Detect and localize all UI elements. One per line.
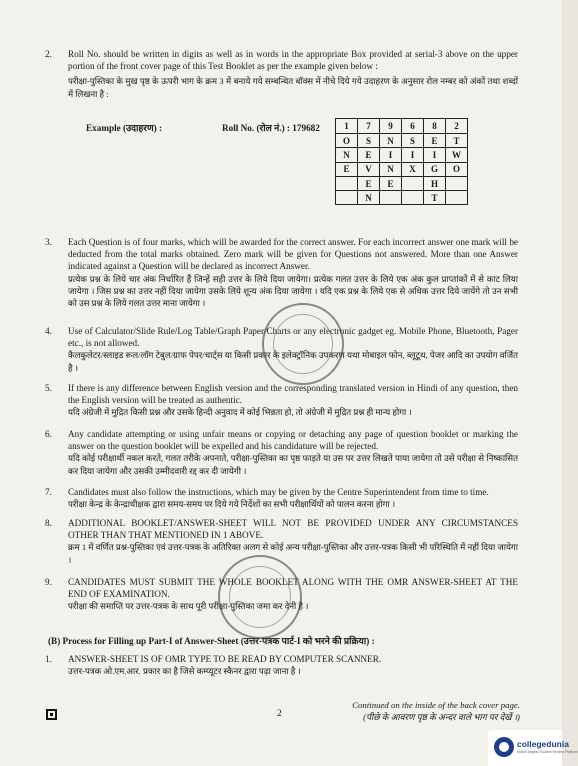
page-number: 2	[277, 709, 282, 719]
instruction-item-2	[45, 48, 518, 100]
section-b-item-1	[45, 653, 518, 678]
instruction-english: Candidates must also follow the instructions, which may be given by the Centre Superintendent from time to time.	[68, 487, 489, 497]
word-letter-cell: S	[402, 134, 424, 148]
word-letter-cell: T	[424, 191, 446, 205]
seal-stamp-icon	[262, 303, 344, 385]
collegedunia-watermark	[488, 730, 578, 766]
word-letter-cell: V	[358, 162, 380, 176]
seal-stamp-icon	[218, 555, 302, 639]
digit-cell: 8	[424, 119, 446, 134]
instruction-item-3	[45, 236, 518, 310]
instruction-hindi: क्रम 1 में वर्णित प्रश्न-पुस्तिका एवं उत्तर-पत्रक के अतिरिक्त अलग से कोई अन्य परीक्षा-पुस्तिका और उत्तर-पत्रक किसी भी परिस्थिति में नहीं दिया जायेगा ।	[68, 542, 518, 565]
instruction-item-6	[45, 428, 518, 477]
watermark-tagline: India's largest Student Review Platform	[517, 750, 578, 754]
digit-cell: 7	[358, 119, 380, 134]
word-letter-cell: N	[380, 134, 402, 148]
word-letter-cell: E	[336, 162, 358, 176]
instruction-item-5	[45, 382, 518, 419]
instruction-hindi: परीक्षा की समाप्ति पर उत्तर-पत्रक के साथ पूरी परीक्षा-पुस्तिका जमा कर देनी है ।	[68, 601, 309, 612]
word-letter-cell: T	[446, 134, 468, 148]
word-letter-cell	[402, 191, 424, 205]
digit-cell: 9	[380, 119, 402, 134]
roll-number-example: Roll No. (रोल नं.) : 179682	[222, 123, 320, 133]
instruction-hindi: परीक्षा-पुस्तिका के मुख पृष्ठ के ऊपरी भाग के क्रम 3 में बनाये गये सम्बन्धित बॉक्स में नीचे दिये गये उदाहरण के अनुसार रोल नम्बर को अंकों तथा शब्दों में लिखना है :	[68, 76, 518, 99]
word-letter-cell	[336, 176, 358, 190]
item-number: 6.	[45, 429, 52, 439]
word-letter-cell: I	[402, 148, 424, 162]
word-letter-cell: G	[424, 162, 446, 176]
word-letter-cell: E	[358, 176, 380, 190]
instruction-hindi: प्रत्येक प्रश्न के लिये चार अंक निर्धारित हैं जिन्हें सही उत्तर के लिये दिया जायेगा। प्रत्येक गलत उत्तर के लिये एक अंक कुल प्राप्तांकों में से काट लिया जायेगा । जिस प्रश्न का उत्तर नहीं दिया जायेगा उसके लिये शून्य अंक दिया जायेगा । यदि एक प्रश्न के लिये एक से अधिक उत्तर दिये जायेंगे तो उन सभी को उस प्रश्न के लिये गलत उत्तर माना जायेगा ।	[68, 273, 518, 309]
word-letter-cell	[336, 191, 358, 205]
continued-note	[300, 699, 520, 723]
continued-english: Continued on the inside of the back cover page.	[352, 700, 520, 710]
continued-hindi: (पीछे के आवरण पृष्ठ के अन्दर वाले भाग पर देखें ।)	[363, 712, 520, 722]
instruction-item-8	[45, 517, 518, 566]
digit-cell: 1	[336, 119, 358, 134]
word-letter-cell	[380, 191, 402, 205]
instruction-hindi: उत्तर-पत्रक ओ.एम.आर. प्रकार का है जिसे कम्प्यूटर स्कैनर द्वारा पढ़ा जाना है ।	[68, 666, 301, 677]
word-letter-cell	[446, 191, 468, 205]
item-number: 7.	[45, 487, 52, 497]
item-number: 9.	[45, 577, 52, 587]
instruction-english: Each Question is of four marks, which will be awarded for the correct answer. For each incorrect answer one mark will be deducted from the total marks obtained. Zero mark will be given for Questions not answered. More than one Answer indicated against a Question will be declared as incorrect Answer.	[68, 237, 518, 272]
word-letter-cell: W	[446, 148, 468, 162]
word-letter-cell: I	[380, 148, 402, 162]
word-letter-cell: O	[446, 162, 468, 176]
instruction-english: Roll No. should be written in digits as well as in words in the appropriate Box provided at serial-3 above on the upper portion of the front cover page of this Test Booklet as per the example given below :	[68, 49, 518, 72]
word-letter-cell: I	[424, 148, 446, 162]
watermark-brand: collegedunia	[517, 739, 569, 749]
instruction-english: CANDIDATES MUST SUBMIT THE WHOLE BOOKLET ALONG WITH THE OMR ANSWER-SHEET AT THE END OF EXAMINATION.	[68, 577, 518, 600]
instruction-english: Any candidate attempting or using unfair means or copying or detaching any page of question booklet or marking the answer on the question booklet will be expelled and his candidature will be rejected.	[68, 429, 518, 452]
item-number: 2.	[45, 49, 52, 59]
section-b-heading: (B) Process for Filling up Part-I of Answer-Sheet (उत्तर-पत्रक पार्ट-I को भरने की प्रक्रिया) :	[48, 636, 375, 646]
instruction-english: Use of Calculator/Slide Rule/Log Table/Graph Paper/Charts or any electronic gadget eg. Mobile Phone, Bluetooth, Pager etc., is not allowed.	[68, 326, 518, 349]
word-letter-cell: E	[424, 134, 446, 148]
word-letter-cell: N	[336, 148, 358, 162]
instruction-hindi: परीक्षा केन्द्र के केन्द्राधीक्षक द्वारा समय-समय पर दिये गये निर्देशों का सभी परीक्षार्थियों को पालन करना होगा ।	[68, 499, 396, 510]
word-letter-cell: X	[402, 162, 424, 176]
word-letter-cell: O	[336, 134, 358, 148]
item-number: 5.	[45, 383, 52, 393]
roll-number-grid	[335, 118, 468, 205]
item-number: 1.	[45, 654, 52, 664]
instruction-english: ANSWER-SHEET IS OF OMR TYPE TO BE READ BY COMPUTER SCANNER.	[68, 654, 382, 664]
instruction-item-7	[45, 486, 518, 511]
word-letter-cell: E	[380, 176, 402, 190]
registration-mark-icon	[46, 709, 57, 720]
instruction-hindi: यदि कोई परीक्षार्थी नकल करते, गलत तरीके अपनाते, परीक्षा-पुस्तिका का पृष्ठ फाड़ते या उस पर उत्तर लिखते पाया जायेगा तो उसे परीक्षा से निष्कासित कर दिया जायेगा और उसकी उम्मीदवारी रद्द कर दी जायेगी ।	[68, 453, 518, 476]
word-letter-cell: S	[358, 134, 380, 148]
item-number: 4.	[45, 326, 52, 336]
item-number: 8.	[45, 518, 52, 528]
example-label: Example (उदाहरण) :	[86, 123, 163, 133]
word-letter-cell: N	[358, 191, 380, 205]
digit-cell: 6	[402, 119, 424, 134]
digit-cell: 2	[446, 119, 468, 134]
instruction-hindi: यदि अंग्रेजी में मुद्रित किसी प्रश्न और उसके हिन्दी अनुवाद में कोई भिन्नता हो, तो अंग्रेजी में मुद्रित प्रश्न ही मान्य होगा ।	[68, 407, 412, 418]
instruction-english: If there is any difference between English version and the corresponding translated version in Hindi of any question, then the English version will be treated as authentic.	[68, 383, 518, 406]
item-number: 3.	[45, 237, 52, 247]
instruction-hindi: कैलकुलेटर/स्लाइड रूल/लॉग टेबुल/ग्राफ पेपर/चार्ट्स या किसी प्रकार के इलेक्ट्रॉनिक उपकरण यथा मोबाइल फोन, ब्लूटूथ, पेजर आदि का उपयोग वर्जित है ।	[68, 350, 518, 373]
word-letter-cell: E	[358, 148, 380, 162]
instruction-english: ADDITIONAL BOOKLET/ANSWER-SHEET WILL NOT BE PROVIDED UNDER ANY CIRCUMSTANCES OTHER THAN THAT MENTIONED IN 1 ABOVE.	[68, 518, 518, 541]
collegedunia-logo-icon	[494, 737, 514, 757]
word-letter-cell: N	[380, 162, 402, 176]
word-letter-cell: H	[424, 176, 446, 190]
word-letter-cell	[402, 176, 424, 190]
word-letter-cell	[446, 176, 468, 190]
